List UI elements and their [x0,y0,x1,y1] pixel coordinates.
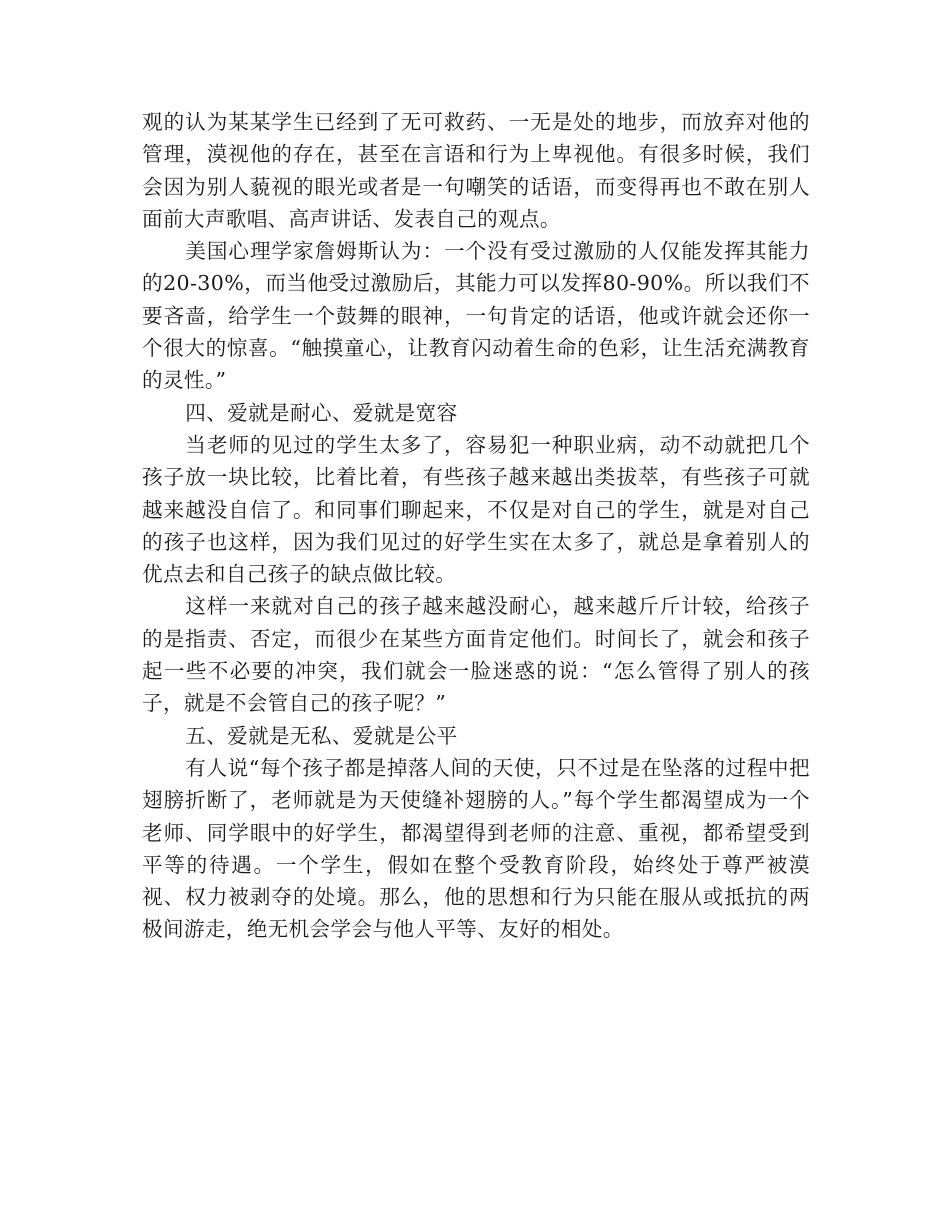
document-body [142,106,810,946]
paragraph-conflict: 这样一来就对自己的孩子越来越没耐心，越来越斤斤计较，给孩子的是指责、否定，而很少在某些方面肯定他们。时间长了，就会和孩子起一些不必要的冲突，我们就会一脸迷惑的说：“怎么管得了别人的孩子，就是不会管自己的孩子呢？” [142,594,810,716]
paragraph-continuation: 观的认为某某学生已经到了无可救药、一无是处的地步，而放弃对他的管理，漠视他的存在，甚至在言语和行为上卑视他。有很多时候，我们会因为别人藐视的眼光或者是一句嘲笑的话语，而变得再也不敢在别人面前大声歌唱、高声讲话、发表自己的观点。 [142,110,810,231]
paragraph-comparison: 当老师的见过的学生太多了，容易犯一种职业病，动不动就把几个孩子放一块比较，比着比着，有些孩子越来越出类拔萃，有些孩子可就越来越没自信了。和同事们聊起来，不仅是对自己的学生，就是对自己的孩子也这样，因为我们见过的好学生实在太多了，就总是拿着别人的优点去和自己孩子的缺点做比较。 [142,432,810,587]
paragraph-angels: 有人说“每个孩子都是掉落人间的天使，只不过是在坠落的过程中把翅膀折断了，老师就是为天使缝补翅膀的人。”每个学生都渴望成为一个老师、同学眼中的好学生，都渴望得到老师的注意、重视，都希望受到平等的待遇。一个学生，假如在整个受教育阶段，始终处于尊严被漠视、权力被剥夺的处境。那么，他的思想和行为只能在服从或抵抗的两极间游走，绝无机会学会与他人平等、友好的相处。 [142,755,810,942]
section-heading-fairness: 五、爱就是无私、爱就是公平 [185,723,458,748]
paragraph-james-motivation: 美国心理学家詹姆斯认为：一个没有受过激励的人仅能发挥其能力的20-30%，而当他受过激励后，其能力可以发挥80-90%。所以我们不要吝啬，给学生一个鼓舞的眼神，一句肯定的话语，他或许就会还你一个很大的惊喜。“触摸童心，让教育闪动着生命的色彩，让生活充满教育的灵性。” [142,239,810,393]
section-heading-patience: 四、爱就是耐心、爱就是宽容 [185,400,458,425]
